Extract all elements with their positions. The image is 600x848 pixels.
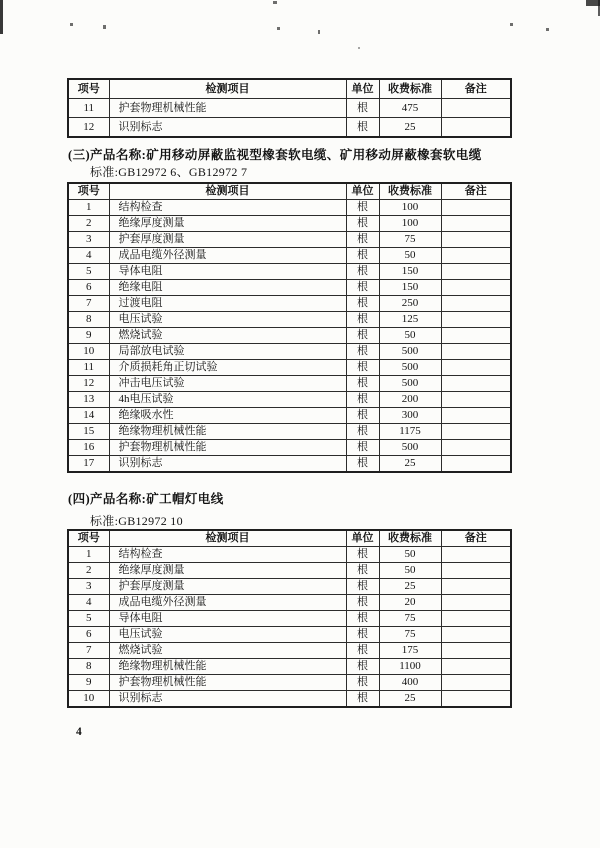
cell: 根 — [346, 344, 379, 360]
cell: 过渡电阻 — [109, 296, 346, 312]
cell: 75 — [379, 232, 441, 248]
table-row — [68, 216, 511, 232]
cell — [441, 118, 511, 138]
header-row — [68, 79, 511, 99]
cell: 根 — [346, 296, 379, 312]
cell: 电压试验 — [109, 627, 346, 643]
scan-artifact — [510, 23, 513, 26]
cell: 根 — [346, 691, 379, 708]
cell: 11 — [68, 99, 109, 118]
scan-artifact — [318, 30, 320, 34]
cell — [441, 627, 511, 643]
cell — [441, 200, 511, 216]
cell: 75 — [379, 627, 441, 643]
cell: 根 — [346, 200, 379, 216]
cell: 3 — [68, 232, 109, 248]
cell: 识别标志 — [109, 691, 346, 708]
cell — [441, 547, 511, 563]
cell: 绝缘厚度测量 — [109, 563, 346, 579]
cell: 150 — [379, 264, 441, 280]
cell: 根 — [346, 392, 379, 408]
cell: 结构检查 — [109, 547, 346, 563]
cell: 根 — [346, 611, 379, 627]
scan-artifact — [70, 23, 73, 26]
cell: 9 — [68, 328, 109, 344]
cell — [441, 408, 511, 424]
cell: 5 — [68, 264, 109, 280]
table-row — [68, 579, 511, 595]
column-header: 项号 — [68, 79, 109, 99]
cell: 50 — [379, 328, 441, 344]
table-row — [68, 440, 511, 456]
section-4-standard: 标准:GB12972 10 — [90, 514, 183, 528]
cell: 5 — [68, 611, 109, 627]
cell: 导体电阻 — [109, 611, 346, 627]
cell: 200 — [379, 392, 441, 408]
cell: 根 — [346, 264, 379, 280]
cell: 50 — [379, 248, 441, 264]
cell: 7 — [68, 643, 109, 659]
cell — [441, 248, 511, 264]
table-row — [68, 456, 511, 473]
table-row — [68, 691, 511, 708]
cell: 护套厚度测量 — [109, 232, 346, 248]
cell: 护套物理机械性能 — [109, 675, 346, 691]
cell: 根 — [346, 547, 379, 563]
cell: 根 — [346, 563, 379, 579]
cell: 护套物理机械性能 — [109, 99, 346, 118]
cell: 根 — [346, 99, 379, 118]
cell — [441, 264, 511, 280]
cell: 根 — [346, 579, 379, 595]
cell: 8 — [68, 659, 109, 675]
cell: 175 — [379, 643, 441, 659]
cell: 绝缘吸水性 — [109, 408, 346, 424]
cell: 绝缘物理机械性能 — [109, 424, 346, 440]
section-4-title: (四)产品名称:矿工帽灯电线 — [68, 492, 224, 506]
cell: 4 — [68, 248, 109, 264]
cell: 根 — [346, 408, 379, 424]
cell: 根 — [346, 280, 379, 296]
cell: 识别标志 — [109, 118, 346, 138]
cell: 根 — [346, 360, 379, 376]
cell: 13 — [68, 392, 109, 408]
cell: 25 — [379, 691, 441, 708]
column-header: 检测项目 — [109, 79, 346, 99]
table-row — [68, 280, 511, 296]
cell: 根 — [346, 627, 379, 643]
column-header: 单位 — [346, 79, 379, 99]
cell: 25 — [379, 118, 441, 138]
section-3-standard: 标准:GB12972 6、GB12972 7 — [90, 165, 248, 179]
fee-table-section-4 — [67, 529, 512, 708]
column-header: 单位 — [346, 530, 379, 547]
cell — [441, 360, 511, 376]
cell: 根 — [346, 456, 379, 473]
cell — [441, 312, 511, 328]
cell: 电压试验 — [109, 312, 346, 328]
table-row — [68, 392, 511, 408]
cell: 成品电缆外径测量 — [109, 595, 346, 611]
column-header: 项号 — [68, 183, 109, 200]
cell — [441, 675, 511, 691]
cell: 17 — [68, 456, 109, 473]
cell: 50 — [379, 563, 441, 579]
cell: 根 — [346, 118, 379, 138]
cell: 10 — [68, 344, 109, 360]
cell: 根 — [346, 595, 379, 611]
table-row — [68, 360, 511, 376]
cell: 10 — [68, 691, 109, 708]
cell — [441, 611, 511, 627]
column-header: 单位 — [346, 183, 379, 200]
table-row — [68, 264, 511, 280]
table-row — [68, 547, 511, 563]
cell: 护套厚度测量 — [109, 579, 346, 595]
cell: 根 — [346, 643, 379, 659]
cell: 9 — [68, 675, 109, 691]
header-row — [68, 183, 511, 200]
cell: 根 — [346, 216, 379, 232]
cell: 100 — [379, 200, 441, 216]
cell: 8 — [68, 312, 109, 328]
cell: 15 — [68, 424, 109, 440]
cell: 根 — [346, 659, 379, 675]
section-3-title: (三)产品名称:矿用移动屏蔽监视型橡套软电缆、矿用移动屏蔽橡套软电缆 — [68, 148, 482, 162]
cell: 根 — [346, 232, 379, 248]
cell: 500 — [379, 344, 441, 360]
table-row — [68, 328, 511, 344]
cell — [441, 280, 511, 296]
cell — [441, 579, 511, 595]
cell: 护套物理机械性能 — [109, 440, 346, 456]
cell: 绝缘厚度测量 — [109, 216, 346, 232]
cell: 20 — [379, 595, 441, 611]
cell: 3 — [68, 579, 109, 595]
cell: 300 — [379, 408, 441, 424]
cell: 500 — [379, 376, 441, 392]
cell — [441, 595, 511, 611]
cell: 根 — [346, 675, 379, 691]
cell: 结构检查 — [109, 200, 346, 216]
cell: 125 — [379, 312, 441, 328]
cell — [441, 376, 511, 392]
cell — [441, 392, 511, 408]
cell: 绝缘物理机械性能 — [109, 659, 346, 675]
cell: 1 — [68, 200, 109, 216]
cell: 6 — [68, 627, 109, 643]
cell: 绝缘电阻 — [109, 280, 346, 296]
cell: 12 — [68, 118, 109, 138]
cell: 燃烧试验 — [109, 328, 346, 344]
scan-artifact — [103, 25, 106, 29]
scan-artifact — [358, 47, 360, 49]
column-header: 备注 — [441, 530, 511, 547]
table-row — [68, 296, 511, 312]
cell: 1100 — [379, 659, 441, 675]
table-row — [68, 344, 511, 360]
column-header: 备注 — [441, 79, 511, 99]
cell — [441, 563, 511, 579]
cell: 25 — [379, 579, 441, 595]
table-row — [68, 627, 511, 643]
column-header: 收费标准 — [379, 530, 441, 547]
cell: 燃烧试验 — [109, 643, 346, 659]
column-header: 收费标准 — [379, 79, 441, 99]
cell — [441, 328, 511, 344]
cell: 500 — [379, 360, 441, 376]
scan-artifact — [0, 0, 3, 34]
cell — [441, 456, 511, 473]
table-row — [68, 248, 511, 264]
table-row — [68, 232, 511, 248]
cell: 16 — [68, 440, 109, 456]
column-header: 检测项目 — [109, 183, 346, 200]
table-row — [68, 118, 511, 138]
cell: 导体电阻 — [109, 264, 346, 280]
cell — [441, 643, 511, 659]
cell: 12 — [68, 376, 109, 392]
column-header: 备注 — [441, 183, 511, 200]
cell: 400 — [379, 675, 441, 691]
cell: 100 — [379, 216, 441, 232]
table-row — [68, 424, 511, 440]
column-header: 收费标准 — [379, 183, 441, 200]
cell: 75 — [379, 611, 441, 627]
cell: 介质损耗角正切试验 — [109, 360, 346, 376]
table-row — [68, 643, 511, 659]
cell: 2 — [68, 563, 109, 579]
cell: 局部放电试验 — [109, 344, 346, 360]
page-number: 4 — [76, 726, 82, 738]
column-header: 检测项目 — [109, 530, 346, 547]
scan-artifact — [277, 27, 280, 30]
table-row — [68, 659, 511, 675]
table-row — [68, 675, 511, 691]
cell: 1 — [68, 547, 109, 563]
table-row — [68, 312, 511, 328]
cell: 根 — [346, 328, 379, 344]
cell: 4h电压试验 — [109, 392, 346, 408]
cell: 150 — [379, 280, 441, 296]
table-row — [68, 611, 511, 627]
cell: 14 — [68, 408, 109, 424]
cell — [441, 99, 511, 118]
scan-artifact — [273, 1, 277, 4]
cell: 4 — [68, 595, 109, 611]
cell — [441, 440, 511, 456]
cell: 250 — [379, 296, 441, 312]
table-row — [68, 376, 511, 392]
cell: 根 — [346, 248, 379, 264]
fee-table-continued — [67, 78, 512, 138]
cell: 根 — [346, 440, 379, 456]
cell — [441, 659, 511, 675]
cell — [441, 216, 511, 232]
scan-artifact — [546, 28, 549, 31]
header-row — [68, 530, 511, 547]
cell — [441, 232, 511, 248]
cell: 6 — [68, 280, 109, 296]
cell — [441, 296, 511, 312]
cell — [441, 424, 511, 440]
cell — [441, 344, 511, 360]
table-row — [68, 595, 511, 611]
cell: 50 — [379, 547, 441, 563]
cell: 2 — [68, 216, 109, 232]
fee-table-section-3 — [67, 182, 512, 473]
table-row — [68, 563, 511, 579]
cell: 冲击电压试验 — [109, 376, 346, 392]
cell: 根 — [346, 312, 379, 328]
cell: 25 — [379, 456, 441, 473]
cell: 500 — [379, 440, 441, 456]
table-row — [68, 99, 511, 118]
cell: 7 — [68, 296, 109, 312]
cell: 根 — [346, 376, 379, 392]
cell: 根 — [346, 424, 379, 440]
cell: 475 — [379, 99, 441, 118]
table-row — [68, 408, 511, 424]
cell: 1175 — [379, 424, 441, 440]
table-row — [68, 200, 511, 216]
cell — [441, 691, 511, 708]
cell: 成品电缆外径测量 — [109, 248, 346, 264]
cell: 识别标志 — [109, 456, 346, 473]
column-header: 项号 — [68, 530, 109, 547]
cell: 11 — [68, 360, 109, 376]
